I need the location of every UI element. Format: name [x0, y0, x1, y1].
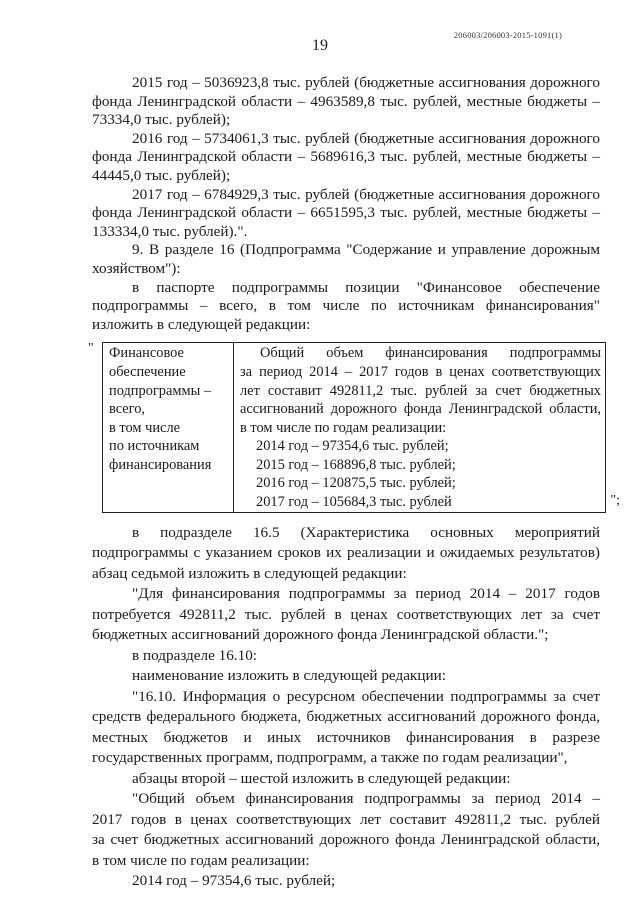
text-line: в подразделе 16.5 (Характеристика основных мероприятий	[132, 523, 600, 541]
value-line: за период 2014 – 2017 годов в ценах соответствующих	[240, 363, 601, 380]
funding-2015-paragraph	[92, 74, 600, 130]
table-value-cell	[234, 343, 606, 512]
text-line: "Общий объем финансирования подпрограммы за период 2014 –	[132, 790, 600, 808]
text-line: бюджетных ассигнований дорожного фонда Ленинградской области.";	[92, 626, 549, 644]
text-line: государственных программ, подпрограмм, а также по годам реализации",	[92, 749, 568, 767]
label-line: подпрограммы –	[109, 382, 212, 399]
text-line: 2016 год – 5734061,3 тыс. рублей (бюджетные ассигнования дорожного	[132, 129, 600, 147]
text-line: 44445,0 тыс. рублей);	[92, 166, 231, 184]
text-line: в подразделе 16.10:	[132, 646, 258, 664]
table-label-cell	[103, 343, 234, 512]
text-line: фонда Ленинградской области – 4963589,8 тыс. рублей, местные бюджеты –	[92, 92, 600, 110]
text-line: в том числе по годам реализации:	[92, 851, 310, 869]
funding-table	[102, 342, 606, 512]
table-row	[103, 343, 606, 512]
text-line: потребуется 492811,2 тыс. рублей в ценах соответствующих лет за счет	[92, 605, 600, 623]
value-line: в том числе по годам реализации:	[240, 419, 447, 436]
text-line: абзац седьмой изложить в следующей редакции:	[92, 564, 407, 582]
subsection-16-10	[92, 646, 600, 892]
text-line: 9. В разделе 16 (Подпрограмма "Содержание и управление дорожным	[132, 241, 600, 259]
section-9	[92, 241, 600, 334]
text-line: 2017 годов в ценах соответствующих лет составит 492811,2 тыс. рублей	[92, 810, 600, 828]
label-line: всего,	[109, 401, 145, 418]
year-line: 2016 год – 120875,5 тыс. рублей;	[256, 475, 456, 492]
document-body	[88, 74, 620, 892]
value-line: лет составит 492811,2 тыс. рублей за счет бюджетных	[240, 382, 601, 399]
text-line: изложить в следующей редакции:	[92, 315, 311, 333]
year-line: 2014 год – 97354,6 тыс. рублей;	[256, 438, 449, 455]
text-line: фонда Ленинградской области – 5689616,3 тыс. рублей, местные бюджеты –	[92, 148, 600, 166]
subsection-16-5	[92, 523, 600, 646]
text-line: хозяйством"):	[92, 259, 181, 277]
value-line: Общий объем финансирования подпрограммы	[260, 345, 601, 362]
funding-table-wrapper	[88, 341, 620, 512]
label-line: Финансовое	[109, 345, 184, 362]
label-line: финансирования	[109, 456, 212, 473]
text-line: за счет бюджетных ассигнований дорожного фонда Ленинградской области,	[92, 831, 600, 849]
text-line: 2014 год – 97354,6 тыс. рублей;	[132, 872, 336, 890]
table-open-quote: "	[88, 341, 94, 357]
text-line: подпрограммы с указанием сроков их реализации и ожидаемых результатов)	[92, 544, 600, 562]
funding-2016-paragraph	[92, 130, 600, 186]
text-line: 73334,0 тыс. рублей);	[92, 111, 231, 129]
year-line: 2015 год – 168896,8 тыс. рублей;	[256, 456, 456, 473]
document-id: 206003/206003-2015-1091(1)	[453, 30, 562, 40]
text-line: подпрограммы – всего, в том числе по источникам финансирования"	[92, 297, 600, 315]
text-line: "Для финансирования подпрограммы за период 2014 – 2017 годов	[132, 585, 600, 603]
page-number: 19	[312, 37, 328, 54]
text-line: средств федерального бюджета, бюджетных ассигнований дорожного фонда,	[92, 708, 600, 726]
text-line: в паспорте подпрограммы позиции "Финансовое обеспечение	[132, 278, 600, 296]
text-line: фонда Ленинградской области – 6651595,3 тыс. рублей, местные бюджеты –	[92, 204, 600, 222]
text-line: местных бюджетов и иных источников финансирования в разрезе	[92, 728, 600, 746]
value-line: ассигнований дорожного фонда Ленинградской области,	[240, 401, 601, 418]
text-line: 2017 год – 6784929,3 тыс. рублей (бюджетные ассигнования дорожного	[132, 185, 600, 203]
text-line: "16.10. Информация о ресурсном обеспечении подпрограммы за счет	[132, 687, 600, 705]
text-line: абзацы второй – шестой изложить в следующей редакции:	[132, 769, 511, 787]
table-close-quote: ";	[610, 493, 620, 509]
text-line: 133334,0 тыс. рублей).".	[92, 222, 248, 240]
label-line: в том числе	[109, 419, 181, 436]
label-line: обеспечение	[109, 363, 186, 380]
text-line: наименование изложить в следующей редакции:	[132, 667, 446, 685]
label-line: по источникам	[109, 438, 200, 455]
year-line: 2017 год – 105684,3 тыс. рублей	[256, 494, 452, 511]
funding-2017-paragraph	[92, 186, 600, 242]
text-line: 2015 год – 5036923,8 тыс. рублей (бюджетные ассигнования дорожного	[132, 74, 600, 91]
